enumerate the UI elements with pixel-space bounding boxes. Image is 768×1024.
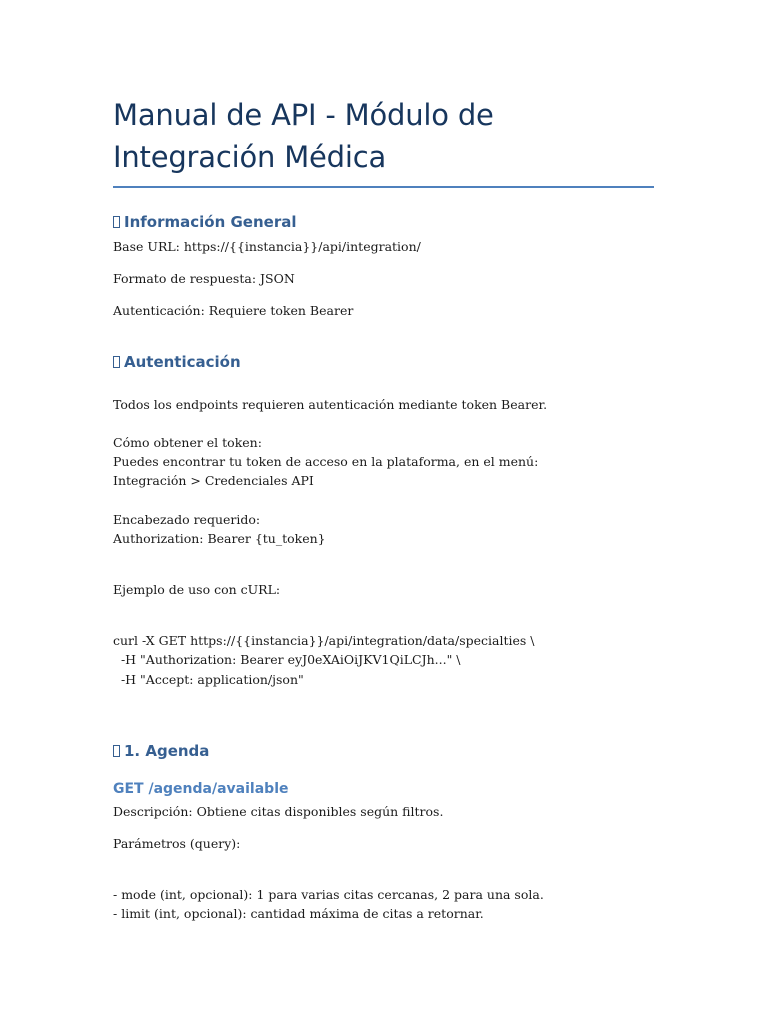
curl-line: -H "Accept: application/json" bbox=[113, 672, 304, 687]
section-heading-agenda bbox=[113, 741, 209, 761]
lock-icon bbox=[113, 356, 120, 368]
info-icon bbox=[113, 216, 120, 228]
token-menu-path: Integración > Credenciales API bbox=[113, 473, 314, 488]
auth-intro-text: Todos los endpoints requieren autenticación mediante token Bearer. bbox=[113, 397, 548, 412]
section-heading-authentication-label: Autenticación bbox=[124, 353, 241, 371]
document-title: Manual de API - Módulo de Integración Médica bbox=[113, 94, 654, 188]
token-howto-line: Puedes encontrar tu token de acceso en la plataforma, en el menú: bbox=[113, 454, 539, 469]
endpoint-description: Descripción: Obtiene citas disponibles según filtros. bbox=[113, 804, 444, 819]
curl-line: curl -X GET https://{{instancia}}/api/integration/data/specialties \ bbox=[113, 633, 535, 648]
response-format-text: Formato de respuesta: JSON bbox=[113, 271, 295, 286]
curl-line: -H "Authorization: Bearer eyJ0eXAiOiJKV1QiLCJh..." \ bbox=[113, 652, 461, 667]
auth-summary-text: Autenticación: Requiere token Bearer bbox=[113, 303, 354, 318]
endpoint-heading: GET /agenda/available bbox=[113, 781, 289, 797]
section-heading-authentication bbox=[113, 352, 241, 372]
token-howto-title: Cómo obtener el token: bbox=[113, 435, 262, 450]
section-heading-general bbox=[113, 212, 296, 232]
calendar-icon bbox=[113, 745, 120, 757]
param-item-limit: - limit (int, opcional): cantidad máxima de citas a retornar. bbox=[113, 906, 484, 921]
param-item-mode: - mode (int, opcional): 1 para varias citas cercanas, 2 para una sola. bbox=[113, 887, 544, 902]
curl-example-title: Ejemplo de uso con cURL: bbox=[113, 582, 281, 597]
base-url-text: Base URL: https://{{instancia}}/api/integration/ bbox=[113, 239, 421, 254]
section-heading-general-label: Información General bbox=[124, 213, 297, 231]
required-header-value: Authorization: Bearer {tu_token} bbox=[113, 531, 326, 546]
section-heading-agenda-label: 1. Agenda bbox=[124, 742, 210, 760]
params-title: Parámetros (query): bbox=[113, 836, 241, 851]
document-page bbox=[113, 94, 655, 921]
required-header-title: Encabezado requerido: bbox=[113, 512, 261, 527]
